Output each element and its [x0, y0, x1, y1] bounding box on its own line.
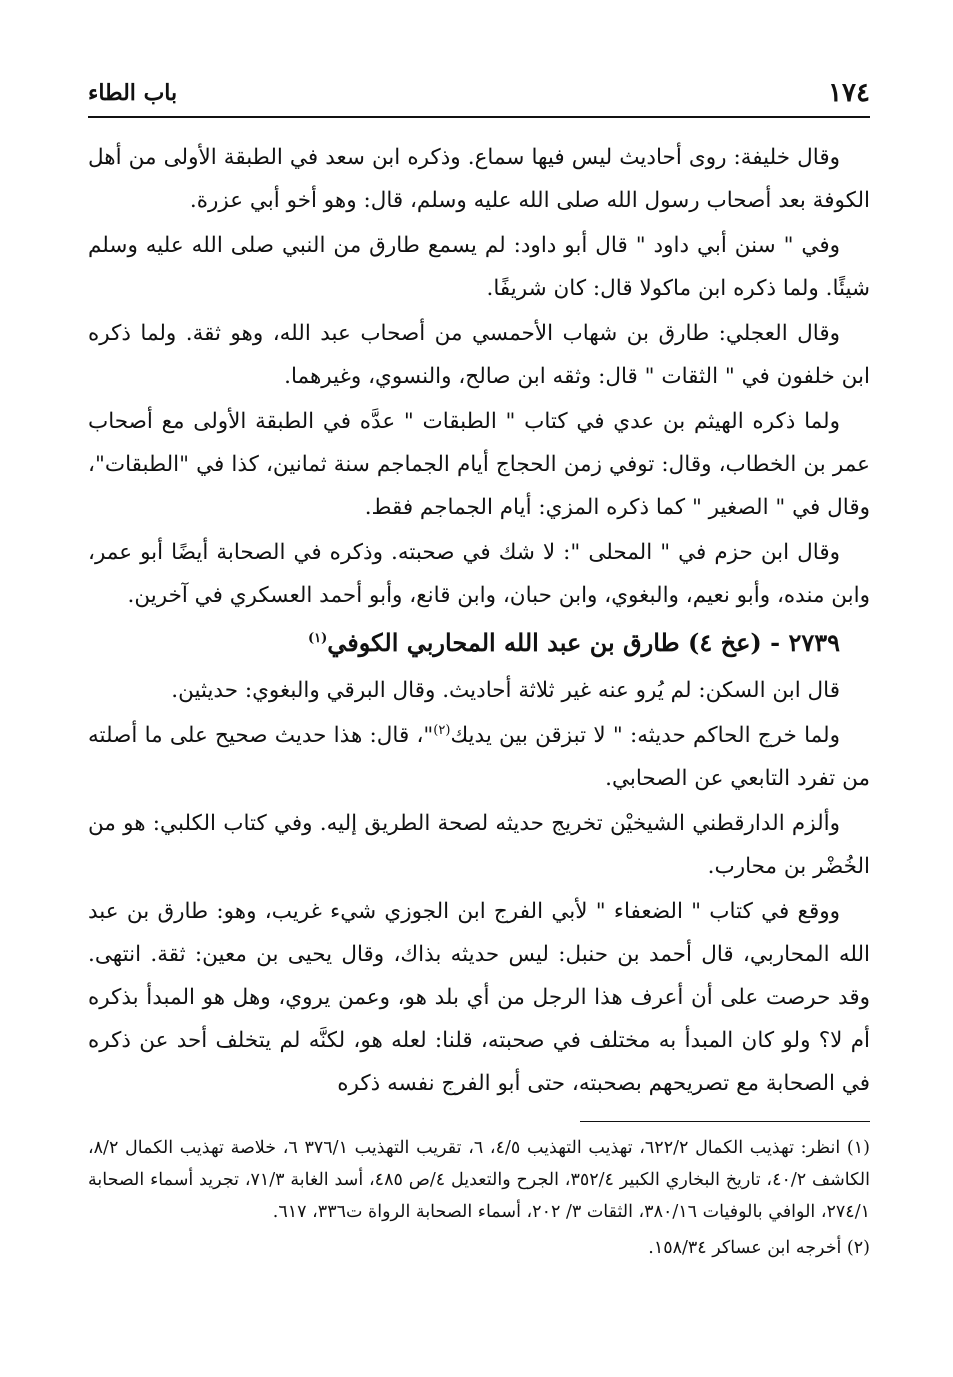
paragraph: قال ابن السكن: لم يُرو عنه غير ثلاثة أحاديث. وقال البرقي والبغوي: حديثين. — [171, 678, 840, 703]
entry-heading — [88, 619, 870, 667]
paragraph: وفي " سنن أبي داود " قال أبو داود: لم يسمع طارق من النبي صلى الله عليه وسلم شيئًا. ولما ذكره ابن ماكولا قال: كان شريفًا. — [88, 233, 870, 301]
paragraph — [88, 714, 870, 800]
chapter-title: باب الطاء — [88, 80, 178, 106]
paragraph: وقال ابن حزم في " المحلى ": لا شك في صحبته. وذكره في الصحابة أيضًا أبو عمر، وابن منده، وأبو نعيم، والبغوي، وابن حبان، وابن قانع، وأبو أحمد العسكري في آخرين. — [88, 540, 870, 608]
paragraph: وقال خليفة: روى أحاديث ليس فيها سماع. وذكره ابن سعد في الطبقة الأولى من أهل الكوفة بعد أصحاب رسول الله صلى الله عليه وسلم، قال: وهو أخو أبي عزرة. — [88, 145, 870, 213]
paragraph: وقال العجلي: طارق بن شهاب الأحمسي من أصحاب عبد الله، وهو ثقة. ولما ذكره ابن خلفون في " الثقات " قال: وثقه ابن صالح، والنسوي، وغيرهما. — [88, 321, 870, 389]
footnote-marker: (٢) — [433, 722, 451, 738]
footnote: (٢) أخرجه ابن عساكر ١٥٨/٣٤. — [648, 1238, 870, 1258]
paragraph: ولما ذكره الهيثم بن عدي في كتاب " الطبقات " عدَّه في الطبقة الأولى مع أصحاب عمر بن الخطاب، وقال: توفي زمن الحجاج أيام الجماجم سنة ثمانين، كذا في "الطبقات"، وقال في " الصغير " كما ذكره المزي: أيام الجماجم فقط. — [88, 409, 870, 520]
paragraph-text: "، قال: هذا حديث صحيح على ما أصلته من تفرد التابعي عن الصحابي. — [88, 723, 870, 791]
book-page — [88, 70, 870, 1360]
footnote-marker: (١) — [307, 631, 328, 646]
paragraph: وألزم الدارقطني الشيخيْن تخريج حديثه لصحة الطريق إليه. وفي كتاب الكلبي: هو من الخُضْر بن محارب. — [88, 811, 870, 879]
entry-heading-text: ٢٧٣٩ - (عخ ٤) طارق بن عبد الله المحاربي الكوفي — [327, 628, 840, 657]
footnotes — [88, 1132, 870, 1264]
footnote: (١) انظر: تهذيب الكمال ٦٢٢/٢، تهذيب التهذيب ٤/٥، ٦، تقريب التهذيب ٣٧٦/١ ٦، خلاصة تهذيب الكمال ٨/٢، الكاشف ٤٠/٢، تاريخ البخاري الكبير ٣٥٢/٤، الجرح والتعديل ٤/ص ٤٨٥، أسد الغابة ٧١/٣، تجريد أسماء الصحابة ٢٧٤/١، الوافي بالوفيات ٣٨٠/١٦، الثقات ٣/ ٢٠٢، أسماء الصحابة الرواة ت٣٣٦، ٦١٧. — [88, 1138, 870, 1222]
page-number: ١٧٤ — [828, 78, 870, 108]
running-head — [88, 70, 870, 118]
footnote-divider — [580, 1121, 870, 1122]
paragraph: ووقع في كتاب " الضعفاء " لأبي الفرج ابن الجوزي شيء غريب، وهو: طارق بن عبد الله المحاربي، قال أحمد بن حنبل: ليس حديثه بذاك، وقال يحيى بن معين: ثقة. انتهى. وقد حرصت على أن أعرف هذا الرجل من أي بلد هو، وعمن يروي، وهل هو المبدأ بذكره أم لا؟ ولو كان المبدأ به مختلف في صحبته، قلنا: لعله هو، لكنَّه لم يتخلف أحد عن ذكره في الصحابة مع تصريحهم بصحبته، حتى أبو الفرج نفسه ذكره — [88, 899, 870, 1096]
main-text — [88, 136, 870, 1105]
paragraph-text: ولما خرج الحاكم حديثه: " لا تبزقن بين يديك — [450, 723, 840, 748]
